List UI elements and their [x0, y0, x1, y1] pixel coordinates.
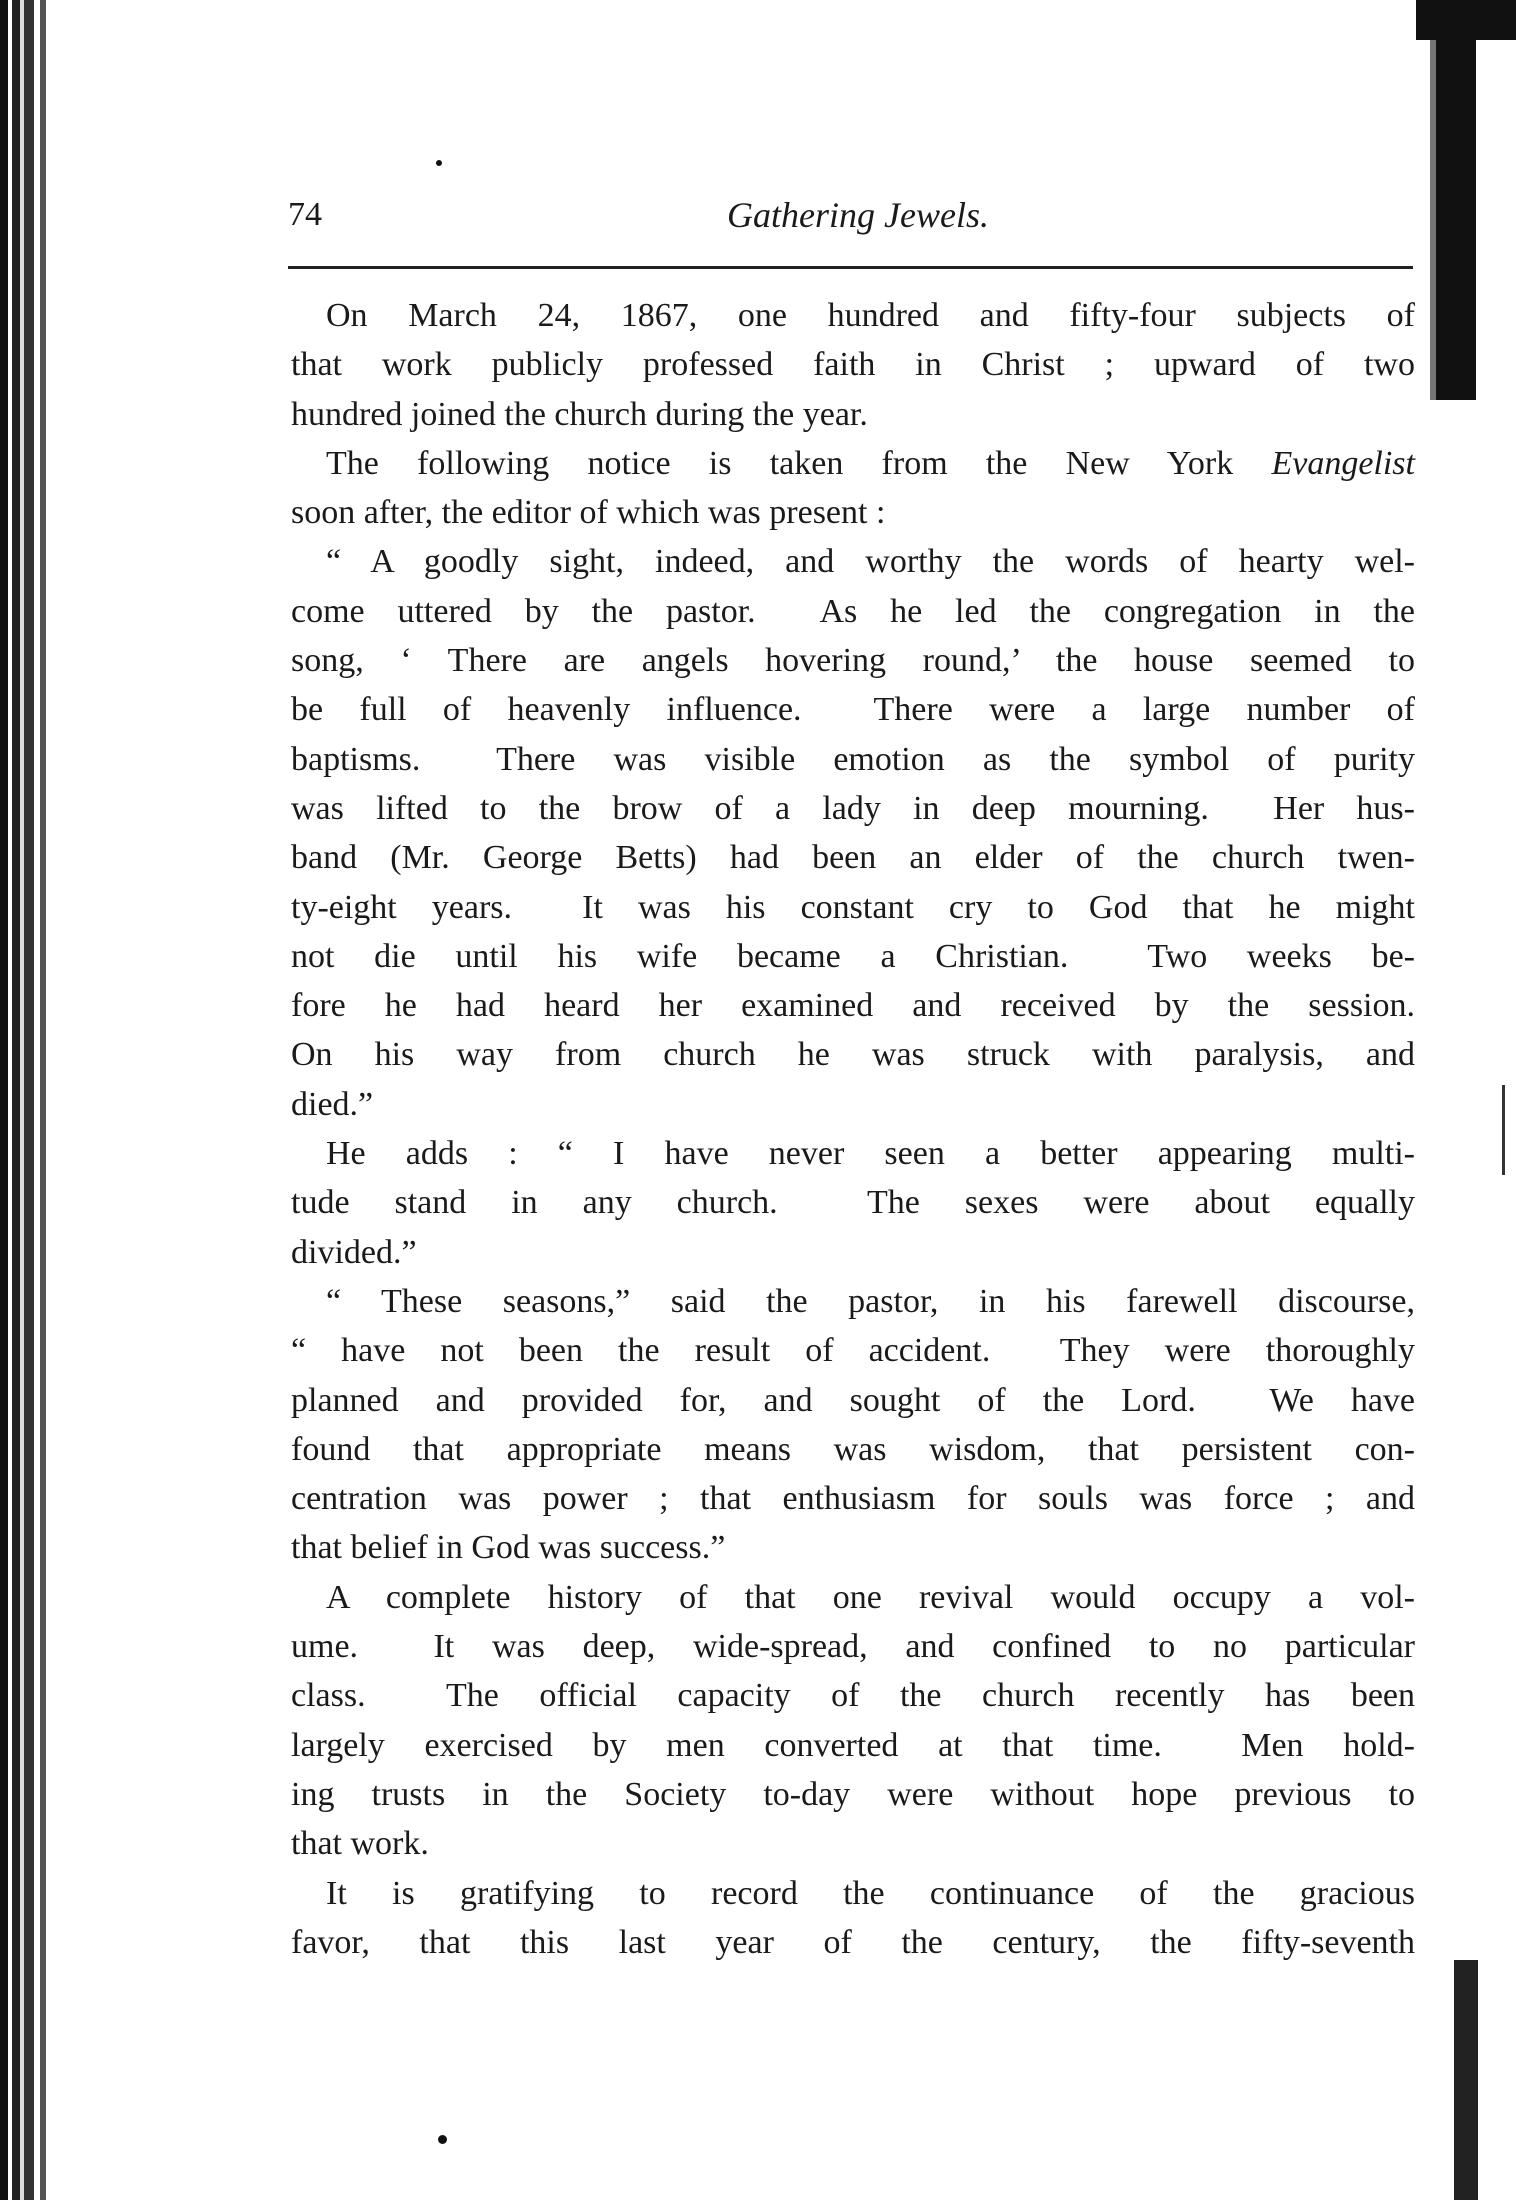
ink-spot: [438, 2135, 447, 2144]
text-line-content: not die until his wife became a Christian. Two weeks be-: [291, 937, 1415, 975]
text-line-content: “ These seasons,” said the pastor, in his farewell discourse,: [326, 1282, 1415, 1320]
text-line: [291, 1030, 1415, 1079]
text-line: [291, 1474, 1415, 1523]
text-line: [291, 1770, 1415, 1819]
text-line-content: band (Mr. George Betts) had been an elder of the church twen-: [291, 839, 1415, 877]
text-line-content: “ A goodly sight, indeed, and worthy the words of hearty wel-: [326, 543, 1415, 581]
text-line-content: tude stand in any church. The sexes were about equally: [291, 1184, 1415, 1222]
text-line: [291, 1671, 1415, 1720]
text-line: [291, 1622, 1415, 1671]
text-line-content: ume. It was deep, wide-spread, and confined to no particular: [291, 1628, 1415, 1666]
text-line-content: that belief in God was success.”: [291, 1529, 726, 1567]
text-line-content: ing trusts in the Society to-day were without hope previous to: [291, 1775, 1415, 1813]
page-body: [291, 291, 1415, 1967]
text-line-content: “ have not been the result of accident. They were thoroughly: [291, 1332, 1415, 1370]
running-title: Gathering Jewels.: [727, 195, 989, 235]
text-line: [291, 932, 1415, 981]
italic-title: Evangelist: [1271, 444, 1415, 482]
text-line: [291, 439, 1415, 488]
text-line-content: centration was power ; that enthusiasm for souls was force ; and: [291, 1480, 1415, 1518]
scan-mark: [1502, 1085, 1505, 1175]
text-line: [291, 1178, 1415, 1227]
text-line-content: was lifted to the brow of a lady in deep mourning. Her hus-: [291, 789, 1415, 827]
text-line: [291, 587, 1415, 636]
text-line-content: that work publicly professed faith in Christ ; upward of two: [291, 346, 1415, 384]
text-line-content: He adds : “ I have never seen a better appearing multi-: [326, 1135, 1415, 1173]
text-line-content: soon after, the editor of which was present :: [291, 494, 886, 532]
text-line-content: song, ‘ There are angels hovering round,’ the house seemed to: [291, 642, 1415, 680]
text-line: [291, 1326, 1415, 1375]
text-line-content: planned and provided for, and sought of the Lord. We have: [291, 1381, 1415, 1419]
text-line: [291, 340, 1415, 389]
text-line-content: A complete history of that one revival would occupy a vol-: [326, 1578, 1415, 1616]
text-line: [291, 735, 1415, 784]
text-line: [291, 685, 1415, 734]
text-line: [291, 488, 1415, 537]
text-line: [291, 1721, 1415, 1770]
text-line-content: It is gratifying to record the continuance of the gracious: [326, 1874, 1415, 1912]
text-line-content: ty-eight years. It was his constant cry to God that he might: [291, 888, 1415, 926]
text-line: [291, 1080, 1415, 1129]
text-line-content: favor, that this last year of the century, the fifty-seventh: [291, 1923, 1415, 1961]
text-line-content: largely exercised by men converted at that time. Men hold-: [291, 1726, 1415, 1764]
text-line-content: divided.”: [291, 1233, 417, 1271]
text-line-content: come uttered by the pastor. As he led the congregation in the: [291, 592, 1415, 630]
text-line: [291, 1228, 1415, 1277]
text-line: [291, 981, 1415, 1030]
text-line-content: On his way from church he was struck with paralysis, and: [291, 1036, 1415, 1074]
text-line: [291, 1129, 1415, 1178]
text-line: [291, 291, 1415, 340]
text-line: [291, 784, 1415, 833]
text-line: [291, 1376, 1415, 1425]
text-line-content: found that appropriate means was wisdom, that persistent con-: [291, 1430, 1415, 1468]
scan-edge-right-bottom: [1454, 1960, 1478, 2200]
text-line: [291, 636, 1415, 685]
text-line-content: The following notice is taken from the New York: [326, 444, 1272, 482]
text-line-content: baptisms. There was visible emotion as the symbol of purity: [291, 740, 1415, 778]
text-line: [291, 1425, 1415, 1474]
text-line-content: died.”: [291, 1085, 374, 1123]
text-line: [291, 1573, 1415, 1622]
text-line-content: class. The official capacity of the church recently has been: [291, 1677, 1415, 1715]
scan-edge-left: [0, 0, 58, 2200]
text-line-content: fore he had heard her examined and received by the session.: [291, 987, 1415, 1025]
header-rule: [288, 266, 1413, 269]
page-number: 74: [288, 196, 322, 233]
text-line-content: On March 24, 1867, one hundred and fifty-four subjects of: [326, 297, 1415, 334]
text-line: [291, 833, 1415, 882]
text-line-content: be full of heavenly influence. There were a large number of: [291, 691, 1415, 729]
text-line: [291, 883, 1415, 932]
text-line: [291, 1277, 1415, 1326]
text-line-content: that work.: [291, 1825, 429, 1863]
text-line: [291, 1819, 1415, 1868]
text-line-content: hundred joined the church during the year.: [291, 395, 868, 433]
ink-spot: [436, 160, 442, 166]
text-line: [291, 537, 1415, 586]
text-line: [291, 1523, 1415, 1572]
text-line: [291, 390, 1415, 439]
text-line: [291, 1869, 1415, 1918]
text-line: [291, 1918, 1415, 1967]
